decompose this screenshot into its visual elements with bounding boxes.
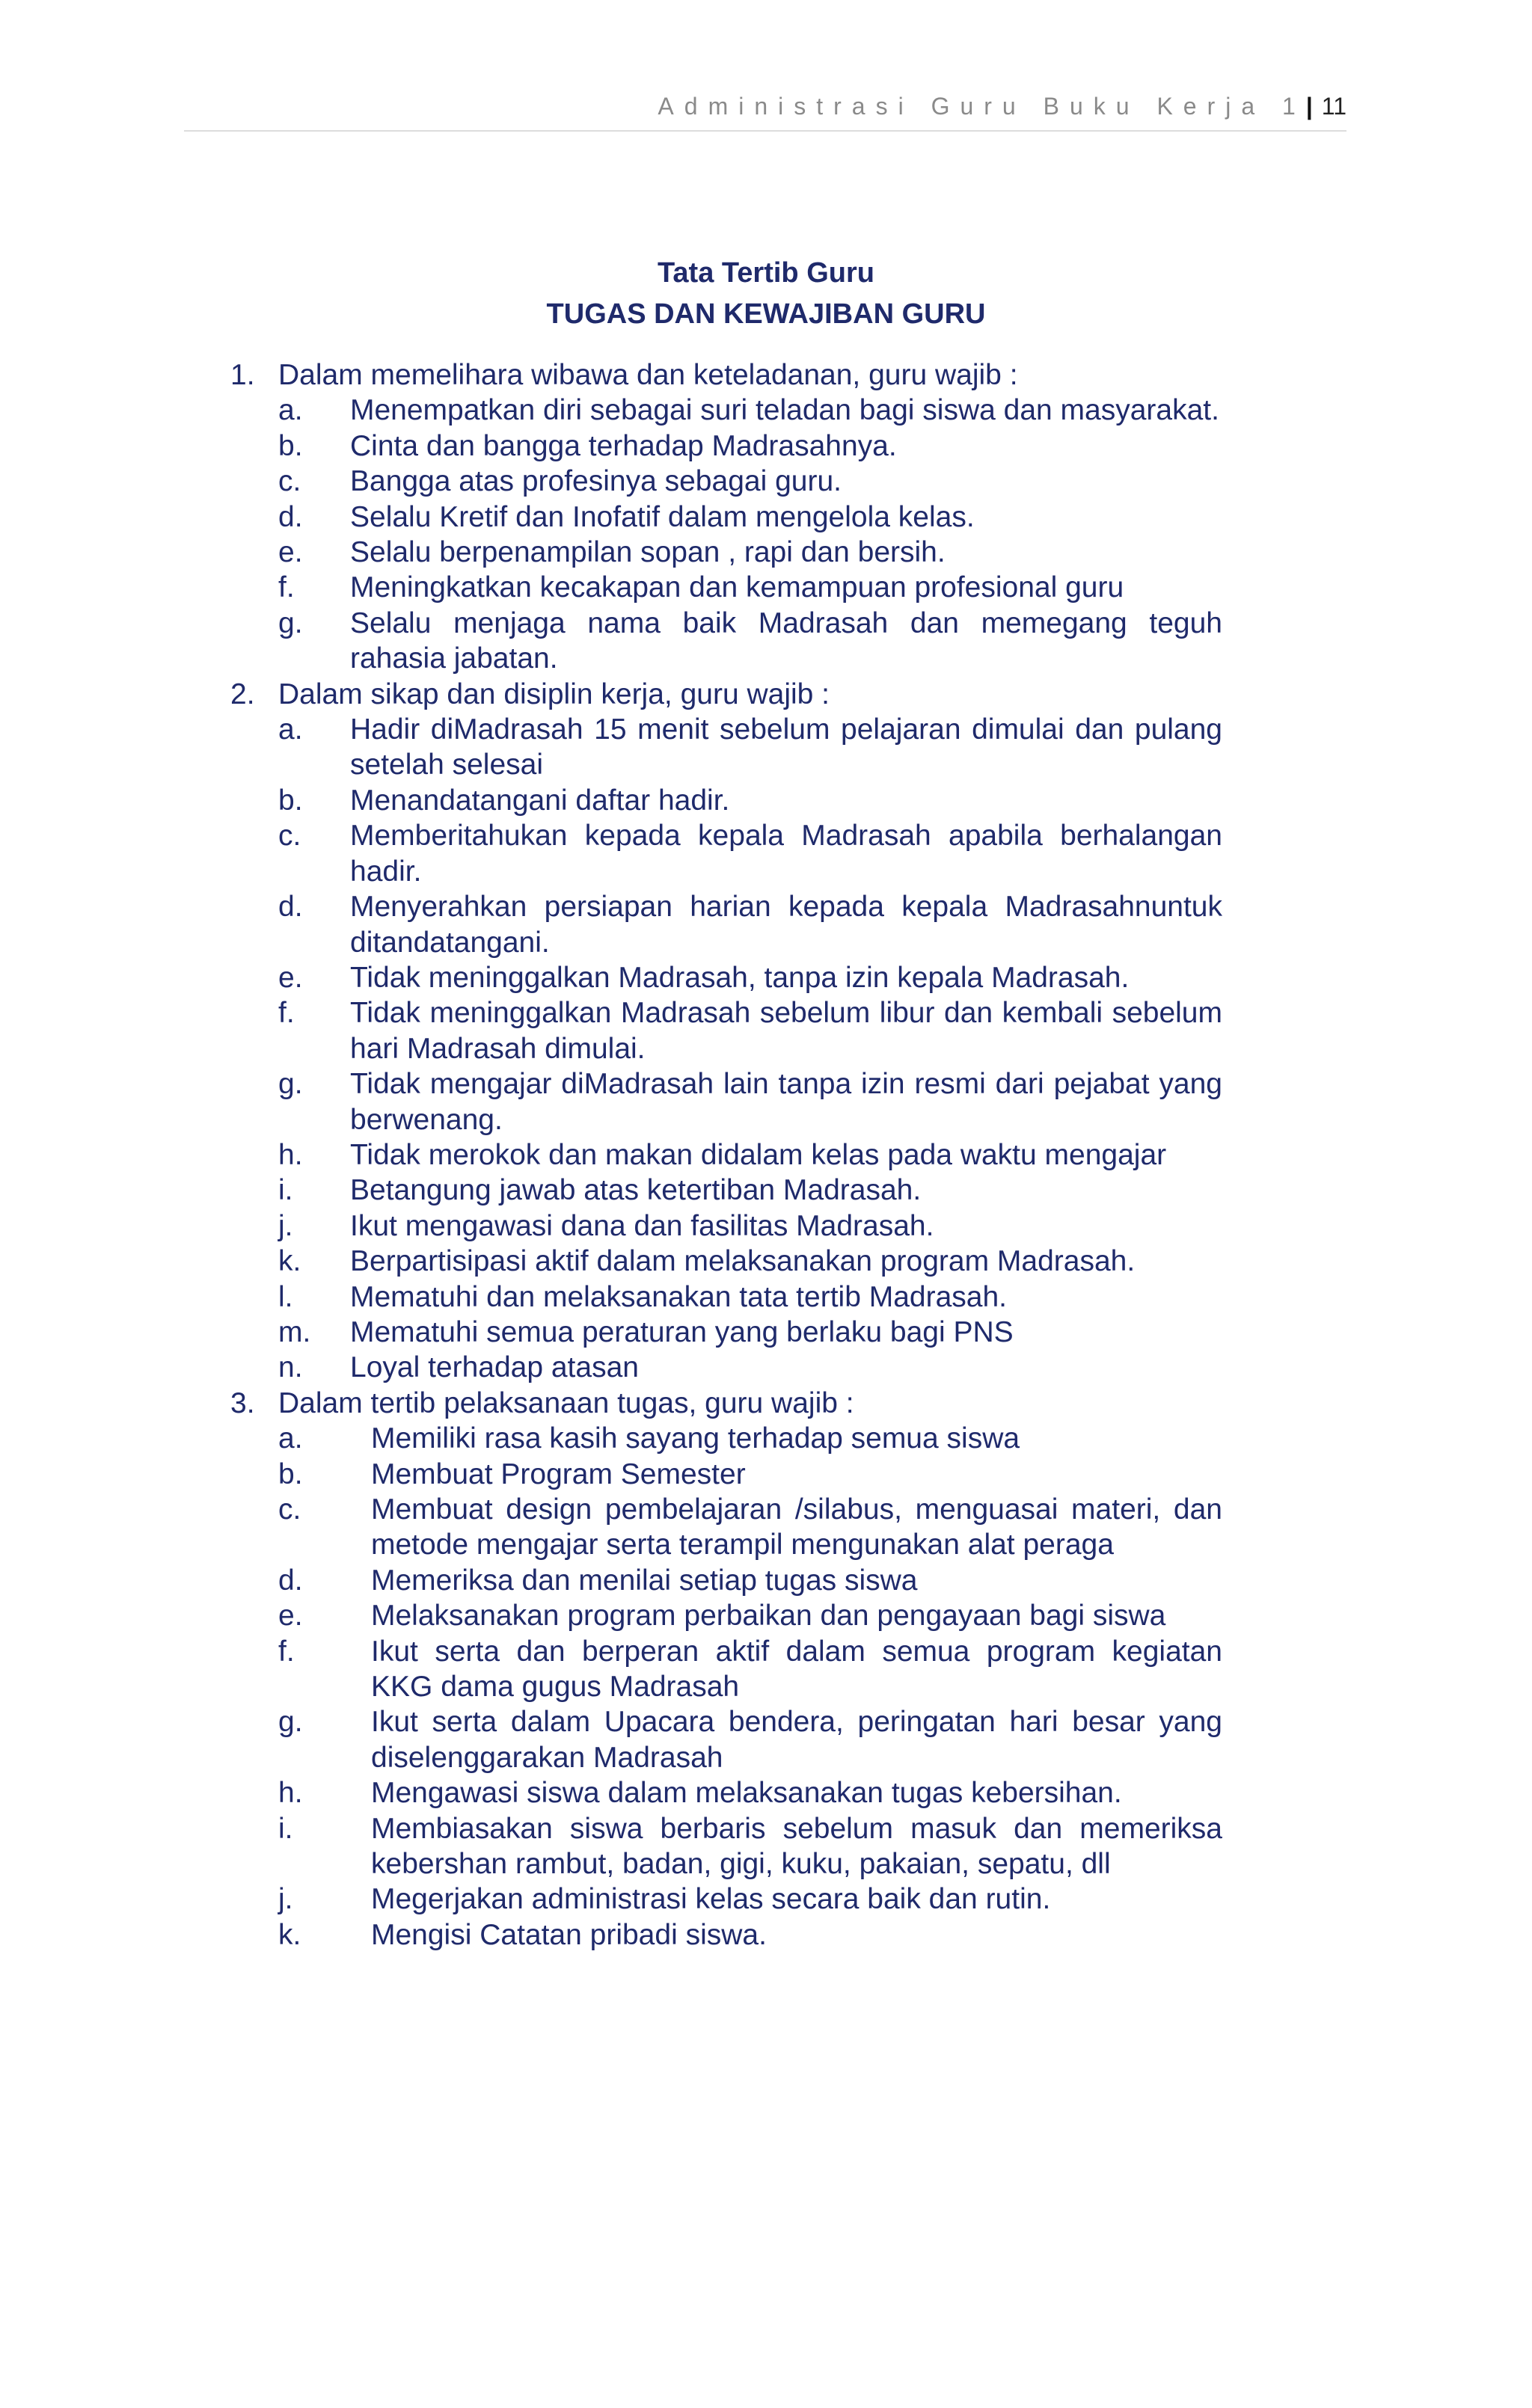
header-rule (184, 130, 1346, 132)
item-text: Melaksanakan program perbaikan dan pengayaan bagi siswa (371, 1600, 1166, 1633)
item-text: Tidak mengajar diMadrasah lain tanpa izin resmi dari pejabat yang berwenang. (350, 1068, 1222, 1136)
list-item (224, 464, 1222, 499)
page-number: 11 (1321, 93, 1346, 120)
item-text: Memeriksa dan menilai setiap tugas siswa (371, 1564, 918, 1597)
list-item (224, 712, 1222, 783)
item-letter: i. (278, 1174, 293, 1207)
item-letter: a. (278, 1422, 303, 1455)
section-heading: Dalam sikap dan disiplin kerja, guru wajib : (278, 678, 830, 710)
list-item (224, 535, 1222, 570)
list-item (224, 1492, 1222, 1563)
document-title: Tata Tertib Guru (658, 257, 874, 289)
section-heading: Dalam tertib pelaksanaan tugas, guru wajib : (278, 1386, 854, 1419)
item-text: Cinta dan bangga terhadap Madrasahnya. (350, 429, 897, 462)
item-text: Selalu Kretif dan Inofatif dalam mengelola kelas. (350, 500, 975, 533)
item-letter: k. (278, 1245, 301, 1278)
list-item (224, 606, 1222, 677)
list-item (224, 783, 1222, 818)
item-letter: g. (278, 1068, 303, 1101)
item-text: Loyal terhadap atasan (350, 1351, 639, 1384)
item-letter: c. (278, 820, 301, 853)
item-text: Membuat design pembelajaran /silabus, menguasai materi, dan metode mengajar serta terampil mengunakan alat peraga (371, 1493, 1222, 1561)
item-text: Menyerahkan persiapan harian kepada kepala Madrasahnuntuk ditandatangani. (350, 891, 1222, 959)
section-3 (224, 1386, 1222, 1421)
document-subtitle: TUGAS DAN KEWAJIBAN GURU (546, 298, 986, 330)
list-item (224, 1421, 1222, 1456)
list-item (224, 1634, 1222, 1705)
item-text: Betangung jawab atas ketertiban Madrasah. (350, 1174, 922, 1207)
list-item (224, 1350, 1222, 1385)
list-item (224, 500, 1222, 535)
item-letter: d. (278, 891, 303, 924)
item-text: Mematuhi dan melaksanakan tata tertib Madrasah. (350, 1280, 1007, 1313)
item-letter: a. (278, 394, 303, 427)
item-letter: e. (278, 1600, 303, 1633)
item-letter: n. (278, 1351, 303, 1384)
item-text: Tidak meninggalkan Madrasah sebelum libur dan kembali sebelum hari Madrasah dimulai. (350, 997, 1222, 1065)
item-text: Mematuhi semua peraturan yang berlaku bagi PNS (350, 1315, 1014, 1348)
item-letter: b. (278, 784, 303, 817)
item-text: Mengawasi siswa dalam melaksanakan tugas kebersihan. (371, 1777, 1122, 1810)
item-text: Ikut serta dan berperan aktif dalam semua program kegiatan KKG dama gugus Madrasah (371, 1635, 1222, 1704)
section-heading: Dalam memelihara wibawa dan keteladanan, guru wajib : (278, 359, 1018, 391)
list-item (224, 995, 1222, 1066)
list-item (224, 429, 1222, 464)
item-text: Selalu berpenampilan sopan , rapi dan bersih. (350, 536, 946, 569)
list-item (224, 1280, 1222, 1315)
item-letter: d. (278, 1564, 303, 1597)
item-text: Membuat Program Semester (371, 1458, 746, 1490)
item-letter: b. (278, 1458, 303, 1490)
section-2 (224, 677, 1222, 712)
item-text: Tidak merokok dan makan didalam kelas pada waktu mengajar (350, 1138, 1167, 1171)
list-item (224, 1882, 1222, 1917)
list-item (224, 1811, 1222, 1882)
running-header (184, 93, 1346, 132)
item-letter: g. (278, 1706, 303, 1739)
item-letter: i. (278, 1812, 293, 1845)
item-text: Ikut serta dalam Upacara bendera, peringatan hari besar yang diselenggarakan Madrasah (371, 1706, 1222, 1774)
section-1 (224, 357, 1222, 393)
list-item (224, 1563, 1222, 1598)
item-letter: g. (278, 606, 303, 639)
item-text: Megerjakan administrasi kelas secara baik dan rutin. (371, 1883, 1051, 1916)
section-number: 1. (230, 359, 255, 391)
item-letter: e. (278, 536, 303, 569)
item-letter: h. (278, 1777, 303, 1810)
item-text: Membiasakan siswa berbaris sebelum masuk dan memeriksa kebershan rambut, badan, gigi, kuku, pakaian, sepatu, dll (371, 1812, 1222, 1881)
list-item (224, 1775, 1222, 1810)
header-separator: | (1305, 93, 1313, 120)
item-letter: f. (278, 571, 295, 604)
item-text: Hadir diMadrasah 15 menit sebelum pelajaran dimulai dan pulang setelah selesai (350, 713, 1222, 781)
list-item (224, 1917, 1222, 1953)
item-letter: k. (278, 1918, 301, 1951)
title-block (224, 253, 1308, 335)
list-item (224, 1137, 1222, 1173)
item-letter: a. (278, 713, 303, 746)
item-letter: c. (278, 465, 301, 498)
item-text: Menandatangani daftar hadir. (350, 784, 730, 817)
list-item (224, 1208, 1222, 1244)
item-letter: c. (278, 1493, 301, 1526)
item-letter: d. (278, 500, 303, 533)
list-item (224, 1244, 1222, 1279)
list-item (224, 1066, 1222, 1137)
list-item (224, 960, 1222, 995)
list-item (224, 818, 1222, 889)
list-item (224, 1704, 1222, 1775)
item-text: Mengisi Catatan pribadi siswa. (371, 1918, 767, 1951)
item-letter: l. (278, 1280, 293, 1313)
item-text: Berpartisipasi aktif dalam melaksanakan program Madrasah. (350, 1245, 1136, 1278)
item-text: Ikut mengawasi dana dan fasilitas Madrasah. (350, 1209, 934, 1242)
item-text: Meningkatkan kecakapan dan kemampuan profesional guru (350, 571, 1124, 604)
item-text: Selalu menjaga nama baik Madrasah dan memegang teguh rahasia jabatan. (350, 606, 1222, 675)
list-item (224, 1173, 1222, 1208)
item-letter: m. (278, 1315, 311, 1348)
item-letter: e. (278, 961, 303, 994)
item-text: Tidak meninggalkan Madrasah, tanpa izin kepala Madrasah. (350, 961, 1130, 994)
list-item (224, 1457, 1222, 1492)
item-text: Menempatkan diri sebagai suri teladan bagi siswa dan masyarakat. (350, 394, 1219, 427)
section-number: 3. (230, 1386, 255, 1419)
section-number: 2. (230, 678, 255, 710)
item-letter: f. (278, 1635, 295, 1668)
item-letter: f. (278, 997, 295, 1030)
list-item (224, 889, 1222, 960)
list-item (224, 393, 1222, 428)
list-item (224, 1598, 1222, 1633)
item-letter: j. (278, 1883, 293, 1916)
item-text: Memberitahukan kepada kepala Madrasah apabila berhalangan hadir. (350, 820, 1222, 888)
list-item (224, 570, 1222, 605)
list-item (224, 1315, 1222, 1350)
item-text: Memiliki rasa kasih sayang terhadap semua siswa (371, 1422, 1020, 1455)
item-letter: h. (278, 1138, 303, 1171)
item-text: Bangga atas profesinya sebagai guru. (350, 465, 842, 498)
item-letter: j. (278, 1209, 293, 1242)
running-title: Administrasi Guru Buku Kerja 1 (658, 93, 1306, 120)
item-letter: b. (278, 429, 303, 462)
duty-list (224, 357, 1222, 1953)
